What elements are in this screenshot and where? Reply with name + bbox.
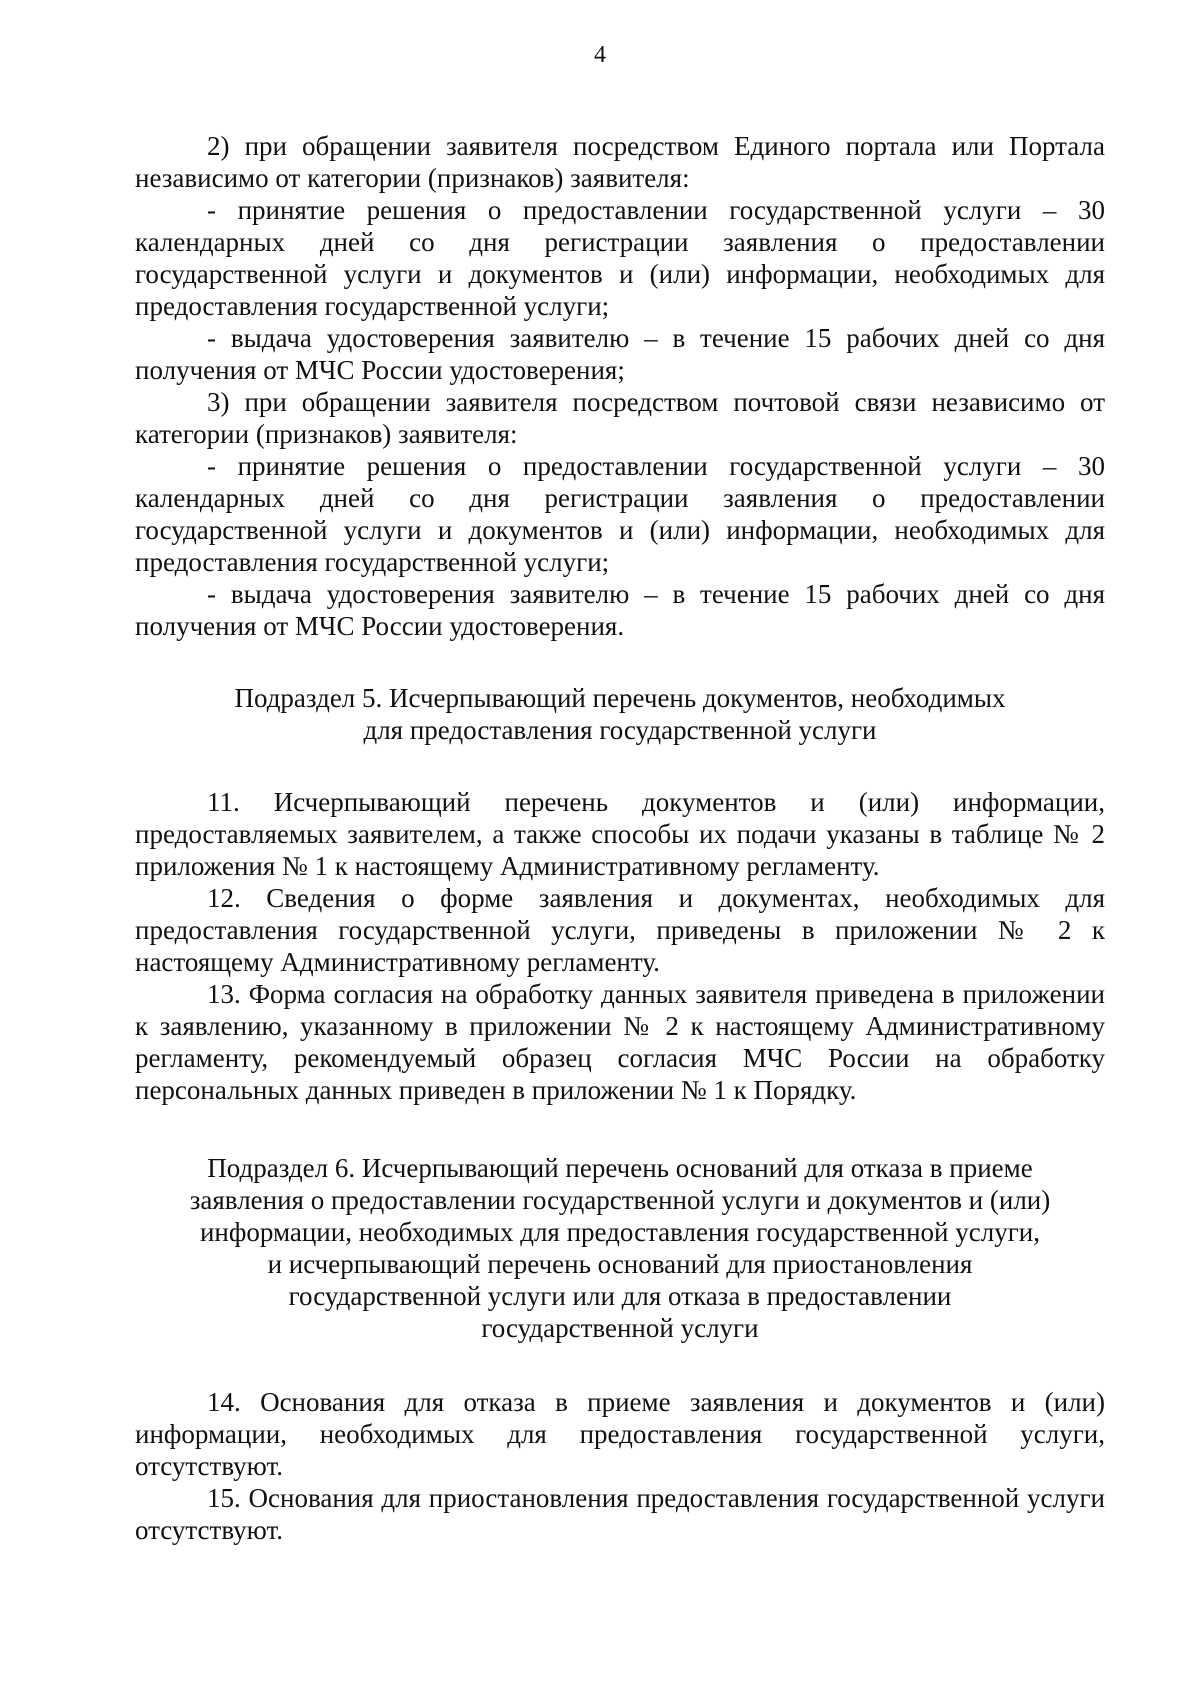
subsection-5-heading xyxy=(135,682,1105,746)
paragraph-item-2: 2) при обращении заявителя посредством Единого портала или Портала независимо от категории (признаков) заявителя: xyxy=(135,131,1105,193)
subsection-6-heading-line: государственной услуги xyxy=(481,1313,759,1343)
paragraph-13: 13. Форма согласия на обработку данных заявителя приведена в приложении к заявлению, указанному в приложении № 2 к настоящему Административному регламенту, рекомендуемый образец согласия МЧС России на обработку персональных данных приведен в приложении № 1 к Порядку. xyxy=(135,979,1105,1105)
paragraph-issuance-portal: - выдача удостоверения заявителю – в течение 15 рабочих дней со дня получения от МЧС России удостоверения; xyxy=(135,323,1105,385)
paragraph-11: 11. Исчерпывающий перечень документов и (или) информации, предоставляемых заявителем, а также способы их подачи указаны в таблице № 2 приложения № 1 к настоящему Административному регламенту. xyxy=(135,787,1105,881)
document-body xyxy=(135,130,1105,1546)
paragraph-12: 12. Сведения о форме заявления и документах, необходимых для предоставления государственной услуги, приведены в приложении № 2 к настоящему Административному регламенту. xyxy=(135,883,1105,977)
subsection-6-heading-line: государственной услуги или для отказа в предоставлении xyxy=(288,1281,952,1311)
subsection-6-heading-line: и исчерпывающий перечень оснований для приостановления xyxy=(267,1249,973,1279)
paragraph-item-3: 3) при обращении заявителя посредством почтовой связи независимо от категории (признаков) заявителя: xyxy=(135,387,1105,449)
paragraph-decision-post: - принятие решения о предоставлении государственной услуги – 30 календарных дней со дня регистрации заявления о предоставлении государственной услуги и документов и (или) информации, необходимых для предоставления государственной услуги; xyxy=(135,451,1105,577)
paragraph-14: 14. Основания для отказа в приеме заявления и документов и (или) информации, необходимых для предоставления государственной услуги, отсутствуют. xyxy=(135,1387,1105,1481)
paragraph-decision-portal: - принятие решения о предоставлении государственной услуги – 30 календарных дней со дня регистрации заявления о предоставлении государственной услуги и документов и (или) информации, необходимых для предоставления государственной услуги; xyxy=(135,195,1105,321)
subsection-6-heading-line: Подраздел 6. Исчерпывающий перечень оснований для отказа в приеме xyxy=(207,1153,1033,1183)
subsection-6-heading-line: заявления о предоставлении государственной услуги и документов и (или) xyxy=(189,1185,1051,1215)
paragraph-issuance-post: - выдача удостоверения заявителю – в течение 15 рабочих дней со дня получения от МЧС России удостоверения. xyxy=(135,579,1105,641)
subsection-6-heading-line: информации, необходимых для предоставления государственной услуги, xyxy=(199,1217,1040,1247)
subsection-6-heading xyxy=(135,1152,1105,1344)
subsection-5-heading-line: Подраздел 5. Исчерпывающий перечень документов, необходимых xyxy=(234,683,1006,713)
subsection-5-heading-line: для предоставления государственной услуги xyxy=(363,715,877,745)
page-number: 4 xyxy=(594,42,606,68)
paragraph-15: 15. Основания для приостановления предоставления государственной услуги отсутствуют. xyxy=(135,1483,1105,1545)
